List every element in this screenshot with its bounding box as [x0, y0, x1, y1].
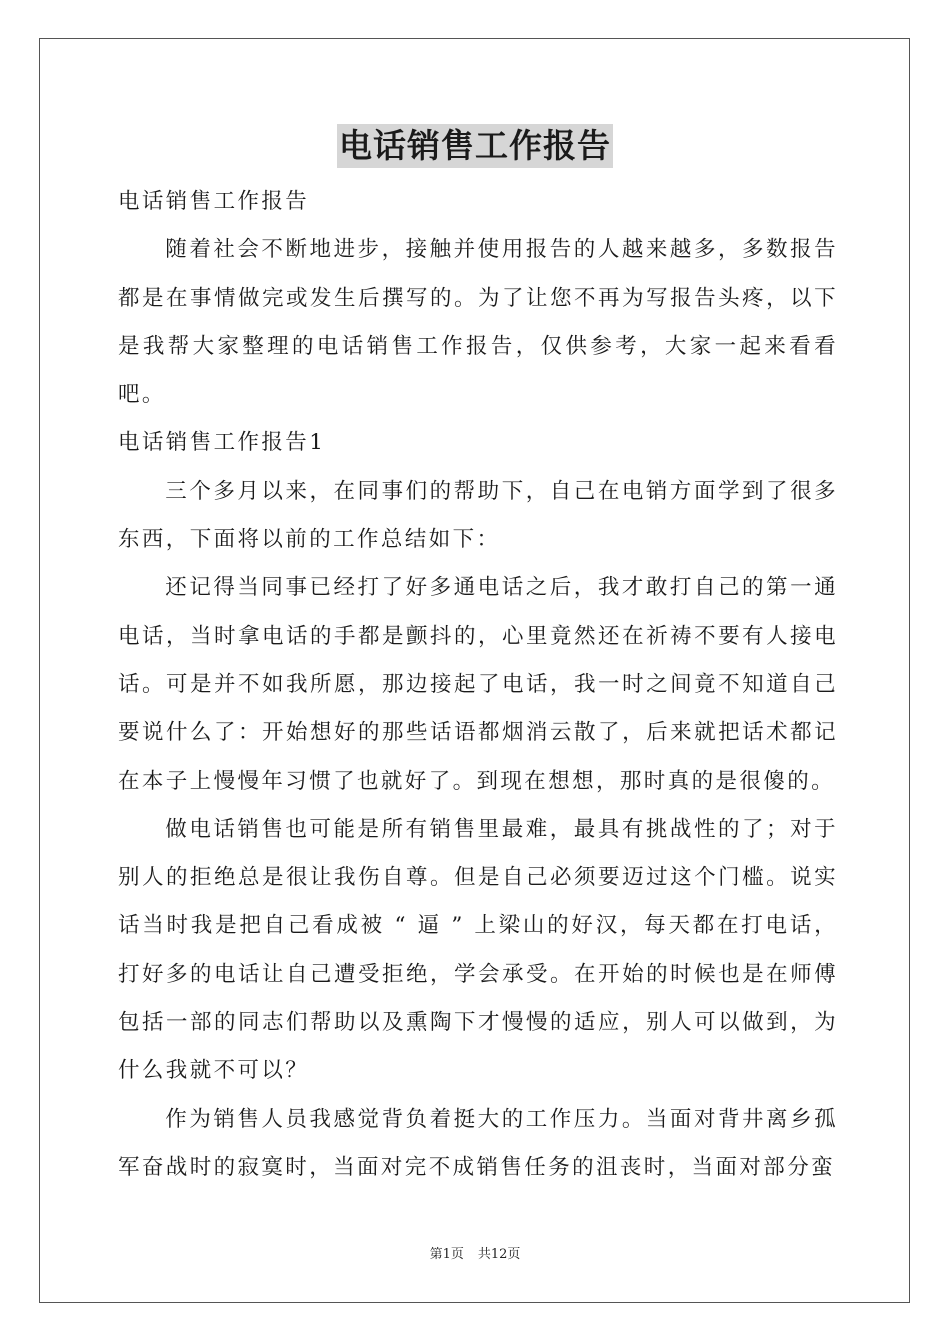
paragraph-body: 作为销售人员我感觉背负着挺大的工作压力。当面对背井离乡孤军奋战时的寂寞时，当面对完不成销售任务的沮丧时，当面对部分蛮 — [118, 1106, 838, 1180]
paragraph-body: 三个多月以来，在同事们的帮助下，自己在电销方面学到了很多东西，下面将以前的工作总结如下： — [118, 478, 838, 553]
paragraph-body: 做电话销售也可能是所有销售里最难，最具有挑战性的了；对于别人的拒绝总是很让我伤自尊。但是自己必须要迈过这个门槛。说实话当时我是把自己看成被 “ 逼 ” 上梁山的好汉，每天都在打电话，打好多的电话让自己遭受拒绝，学会承受。在开始的时候也是在师傅包括一部的同志们帮助以及熏陶下才慢慢的适应，别人可以做到，为什么我就不可以？ — [118, 816, 838, 1084]
paragraph-intro: 随着社会不断地进步，接触并使用报告的人越来越多，多数报告都是在事情做完或发生后撰写的。为了让您不再为写报告头疼，以下是我帮大家整理的电话销售工作报告，仅供参考，大家一起来看看吧。 — [118, 237, 838, 408]
document-title — [0, 124, 950, 168]
page-number: 第1页 — [429, 1247, 464, 1262]
page-total: 共12页 — [477, 1247, 521, 1262]
paragraph-subheading: 电话销售工作报告1 — [118, 430, 326, 456]
paragraph-heading: 电话销售工作报告 — [118, 189, 310, 214]
document-body — [118, 178, 838, 1192]
page-footer — [0, 1246, 950, 1264]
paragraph-body: 还记得当同事已经打了好多通电话之后，我才敢打自己的第一通电话，当时拿电话的手都是颤抖的，心里竟然还在祈祷不要有人接电话。可是并不如我所愿，那边接起了电话，我一时之间竟不知道自己要说什么了：开始想好的那些话语都烟消云散了，后来就把话术都记在本子上慢慢年习惯了也就好了。到现在想想，那时真的是很傻的。 — [118, 575, 838, 794]
document-title-text: 电话销售工作报告 — [337, 124, 613, 168]
